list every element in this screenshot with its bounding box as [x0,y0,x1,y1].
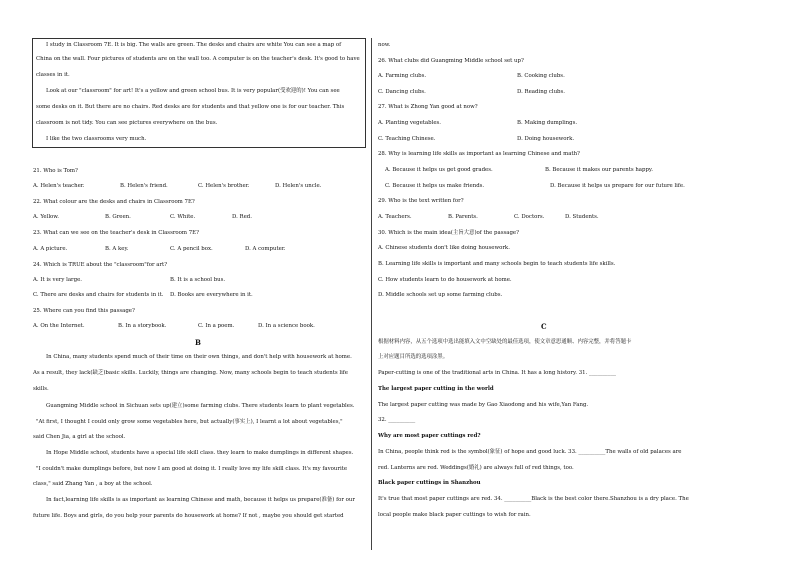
q28-option-d: D. Because it helps us prepare for our future life. [550,183,685,189]
passage-a-line: China on the wall. Four pictures of students are on the wall too. A computer is on the teacher's desk. It's good to have [36,56,360,62]
q28-option-c: C. Because it helps us make friends. [385,183,485,189]
q25-option-a: A. On the Internet. [33,323,85,329]
question-25: 25. Where can you find this passage? [33,308,135,314]
passage-b-line: class," said Zhang Yan , a boy at the school. [33,481,153,487]
q24-option-a: A. It is very large. [33,277,82,283]
passage-c-line: Paper-cutting is one of the traditional arts in China. It has a long history. 31. __________ [378,370,616,376]
q22-option-c: C. White. [170,214,196,220]
passage-b-line: Guangming Middle school in Sichuan sets up(建立)some farming clubs. There students learn to plant vegetables. [46,403,355,409]
passage-c-heading: Black paper cuttings in Shanzhou [378,480,481,486]
passage-a-line: I like the two classrooms very much. [46,136,147,142]
passage-b-line: "At first, I thought I could only grow some vegetables here, but actually(事实上), I learnt a lot about vegetables," [36,419,343,425]
passage-a-line: classes in it. [36,72,70,78]
question-28: 28. Why is learning life skills as important as learning Chinese and math? [378,151,580,157]
passage-c-line: red. Lanterns are red. Weddings(婚礼) are always full of red things, too. [378,465,574,471]
q23-option-c: C. A pencil box. [170,246,213,252]
question-24: 24. Which is TRUE about the "classroom"for art? [33,262,168,268]
section-c-heading: C [541,322,547,331]
question-29: 29. Who is the text written for? [378,198,464,204]
passage-c-heading: The largest paper cutting in the world [378,386,494,392]
q26-option-c: C. Dancing clubs. [378,89,426,95]
q29-option-d: D. Students. [565,214,599,220]
section-c-instruction: 上对应题目所选的选项涂黑。 [378,354,449,360]
q21-option-b: B. Helen's friend. [120,183,168,189]
passage-b-line: said Chen Jia, a girl at the school. [33,434,126,440]
q21-option-c: C. Helen's brother. [198,183,250,189]
q22-option-d: D. Red. [232,214,252,220]
q25-option-b: B. In a storybook. [118,323,167,329]
passage-c-line: local people make black paper cuttings to wish for rain. [378,512,531,518]
q30-option-a: A. Chinese students don't like doing housework. [378,245,510,251]
q29-option-a: A. Teachers. [378,214,412,220]
passage-c-line: The largest paper cutting was made by Gao Xiaodong and his wife,Yan Fang. [378,402,589,408]
q27-option-a: A. Planting vegetables. [378,120,441,126]
passage-b-line: In Hope Middle school, students have a special life skill class. they learn to make dumplings in different shapes. [46,450,354,456]
q23-option-d: D. A computer. [245,246,286,252]
q29-option-c: C. Doctors. [514,214,545,220]
question-21: 21. Who is Tom? [33,168,78,174]
section-c-instruction: 根据材料内容，从五个选项中选出能填入文中空缺处的最佳选项，使文章意思通顺、内容完整，并将答题卡 [378,339,632,345]
passage-b-continuation: now. [378,42,391,48]
question-23: 23. What can we see on the teacher's desk in Classroom 7E? [33,230,199,236]
passage-b-line: "I couldn't make dumplings before, but now I am good at doing it. I really love my life skill class. It's my favourite [36,466,348,472]
q28-option-a: A. Because it helps us get good grades. [385,167,493,173]
question-26: 26. What clubs did Guangming Middle school set up? [378,58,524,64]
passage-b-line: In China, many students spend much of their time on their own things, and don't help with housework at home. [46,354,352,360]
passage-a-line: I study in Classroom 7E. It is big. The walls are green. The desks and chairs are white You can see a map of [46,42,342,48]
q21-option-d: D. Helen's uncle. [275,183,322,189]
passage-b-line: skills. [33,386,49,392]
q26-option-a: A. Farming clubs. [378,73,427,79]
q26-option-d: D. Reading clubs. [517,89,565,95]
q27-option-d: D. Doing housework. [517,136,575,142]
passage-a-line: classroom is not tidy. You can see pictures everywhere on the bus. [36,120,218,126]
q29-option-b: B. Parents. [448,214,478,220]
question-22: 22. What colour are the desks and chairs in Classroom 7E? [33,199,195,205]
passage-a-line: Look at our "classroom" for art! It's a yellow and green school bus. It is very popular(受欢迎的)! You can see [46,88,340,94]
q24-option-c: C. There are desks and chairs for students in it. [33,292,164,298]
q30-option-b: B. Learning life skills is important and many schools begin to teach students life skills. [378,261,616,267]
passage-c-heading: Why are most paper cuttings red? [378,433,481,439]
column-divider [371,38,372,550]
q26-option-b: B. Cooking clubs. [517,73,565,79]
passage-c-line: In China, people think red is the symbol(象征) of hope and good luck. 33. __________The walls of old palaces are [378,449,682,455]
q24-option-d: D. Books are everywhere in it. [170,292,253,298]
question-27: 27. What is Zhong Yan good at now? [378,104,478,110]
question-30: 30. Which is the main idea(主旨大意)of the passage? [378,230,519,236]
q27-option-c: C. Teaching Chinese. [378,136,436,142]
q30-option-d: D. Middle schools set up some farming clubs. [378,292,503,298]
passage-b-line: In fact,learning life skills is as important as learning Chinese and math, because it helps us prepare(准备) for our [46,497,355,503]
passage-c-line: It's true that most paper cuttings are red. 34. __________Black is the best color there.Shanzhou is a dry place. The [378,496,689,502]
q22-option-a: A. Yellow. [33,214,59,220]
q25-option-c: C. In a poem. [198,323,235,329]
q25-option-d: D. In a science book. [258,323,315,329]
passage-c-line: 32. __________ [378,417,416,423]
passage-a-line: some desks on it. But there are no chairs. Red desks are for students and that yellow one is for our teacher. This [36,104,345,110]
q27-option-b: B. Making dumplings. [517,120,578,126]
q23-option-a: A. A picture. [33,246,68,252]
q28-option-b: B. Because it makes our parents happy. [545,167,653,173]
q24-option-b: B. It is a school bus. [170,277,226,283]
passage-b-line: future life. Boys and girls, do you help your parents do housework at home? If not , maybe you should get started [33,513,344,519]
q23-option-b: B. A key. [105,246,129,252]
q21-option-a: A. Helen's teacher. [33,183,85,189]
passage-b-line: As a result, they lack(缺乏)basic skills. Luckily, things are changing. Now, many schools begin to teach students life [33,370,348,376]
section-b-heading: B [195,338,201,347]
q22-option-b: B. Green. [105,214,131,220]
q30-option-c: C. How students learn to do housework at home. [378,277,512,283]
